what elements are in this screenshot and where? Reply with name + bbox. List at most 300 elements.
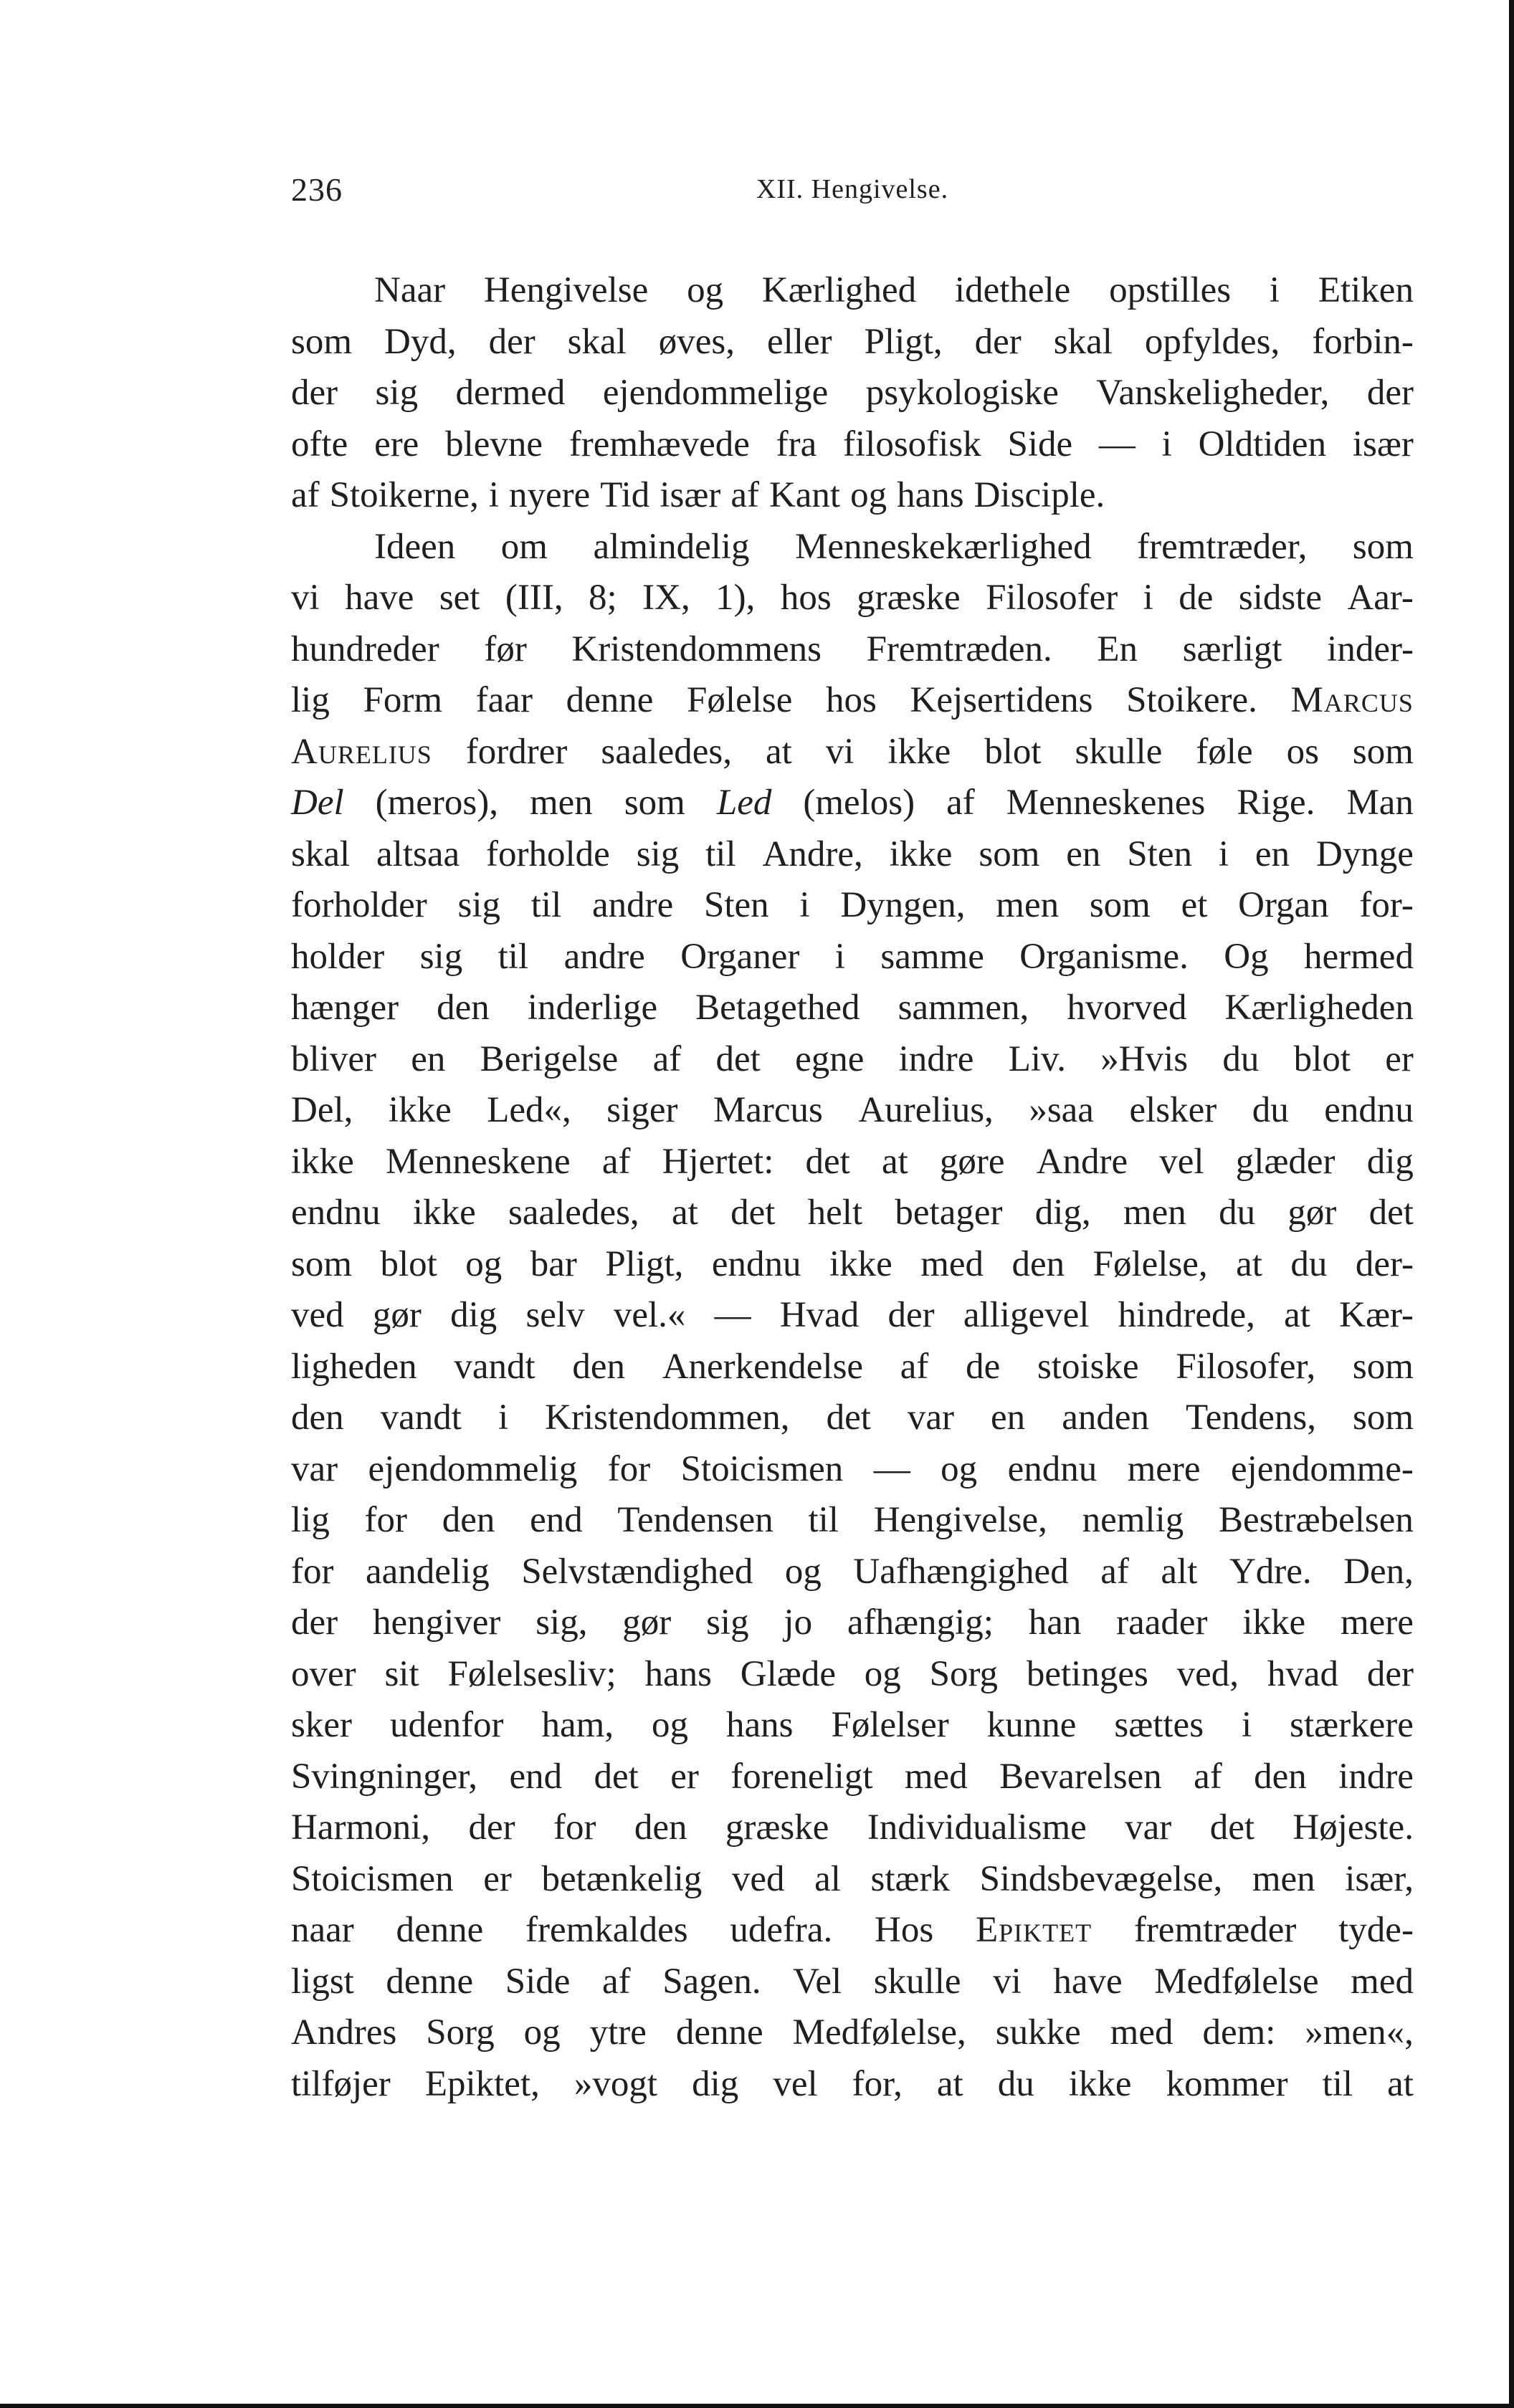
word: at (766, 731, 792, 772)
word: Vel (793, 1961, 842, 2002)
word: til (705, 833, 736, 874)
word: med (1351, 1961, 1414, 2002)
word: hundreder (291, 629, 439, 669)
word: filosofisk (843, 424, 981, 464)
word: især (1352, 424, 1414, 464)
word: som (291, 1243, 353, 1284)
word: ligst (291, 1961, 354, 2002)
word: Dynge (1315, 833, 1414, 874)
word: Side (1007, 424, 1073, 464)
word: af (1194, 1756, 1222, 1797)
word: ikke (1242, 1602, 1306, 1643)
word: var (1125, 1807, 1172, 1848)
word: helt (807, 1193, 863, 1233)
word: — (873, 1448, 910, 1489)
word: Oldtiden (1198, 424, 1327, 464)
word: var (907, 1398, 955, 1438)
word: sig (706, 1602, 749, 1643)
word: egne (795, 1038, 865, 1079)
word: den (437, 988, 490, 1028)
word: Organisme. (1019, 936, 1189, 977)
text-line (291, 317, 1414, 368)
word: Menneskekærlighed (795, 526, 1092, 567)
word: gør (372, 1295, 422, 1335)
word: af (730, 475, 759, 515)
text-line (291, 1290, 1414, 1342)
word: Sorg (426, 2012, 495, 2053)
word: Organer (680, 936, 800, 977)
word: have (1053, 1961, 1123, 2002)
word: Aar- (1347, 578, 1414, 618)
word: Pligt, (605, 1243, 684, 1284)
word: ikke (887, 731, 951, 772)
text-line (291, 1700, 1414, 1752)
word: Man (1346, 783, 1414, 823)
word: den (442, 1500, 495, 1540)
word: sættes (1114, 1705, 1204, 1745)
word: det (1209, 1807, 1254, 1848)
word: det (594, 1756, 639, 1797)
word: En (1097, 629, 1138, 669)
word: opstilles (1109, 270, 1232, 310)
word: Side (505, 1961, 571, 2002)
word: ikke (291, 1141, 354, 1182)
word: og (687, 270, 724, 310)
word: for- (1359, 885, 1414, 925)
word: set (439, 578, 480, 618)
word: at (1387, 2063, 1414, 2104)
word: Selvstændighed (521, 1551, 753, 1592)
word: Følelse (687, 680, 793, 720)
word: Individualisme (867, 1807, 1087, 1848)
word: saaledes, (601, 731, 733, 772)
word: Marcus (713, 1090, 823, 1130)
word: af (601, 1141, 631, 1182)
word: Sten (704, 885, 769, 925)
word: om (500, 526, 548, 567)
scan-edge-bottom (0, 2404, 1514, 2408)
word: fremkaldes (525, 1910, 688, 1950)
word: vandt (454, 1346, 535, 1387)
word: men (1252, 1858, 1315, 1899)
word: fremhævede (568, 424, 750, 464)
word: Menneskene (385, 1141, 571, 1182)
word: en (411, 1038, 446, 1079)
running-title: XII. Hengivelse. (756, 174, 949, 204)
word: Kristendommen, (545, 1398, 790, 1438)
word: fra (776, 424, 817, 464)
word: glæder (1235, 1141, 1336, 1182)
word: især, (1345, 1858, 1414, 1899)
word: forholde (486, 833, 610, 874)
word: Anerkendelse (662, 1346, 864, 1387)
word: dig, (1034, 1193, 1091, 1233)
word: altsaa (376, 833, 460, 874)
word: kommer (1166, 2063, 1288, 2104)
word: hermed (1304, 936, 1414, 977)
word: holder (291, 936, 385, 977)
word: Hengivelse (483, 270, 649, 310)
word: ved (731, 1858, 785, 1899)
word: endnu (711, 1243, 801, 1284)
word: »Hvis (1100, 1038, 1189, 1079)
word: — (1098, 424, 1136, 464)
word: stærk (870, 1858, 951, 1899)
word: ikke (388, 1090, 452, 1130)
word: Vanskeligheder, (1096, 373, 1330, 413)
word: du (1219, 1193, 1256, 1233)
word: betinges (1026, 1653, 1148, 1694)
word: Menneskenes (1006, 783, 1206, 823)
text-line (291, 1905, 1414, 1956)
word: blevne (445, 424, 543, 464)
word: — (714, 1295, 751, 1335)
word: over (291, 1653, 356, 1694)
word: skal (1053, 321, 1113, 362)
word: Svingninger, (291, 1756, 478, 1797)
running-head (291, 158, 1414, 222)
word: Harmoni, (291, 1807, 431, 1848)
word: Kejsertidens (910, 680, 1093, 720)
word: ham, (541, 1705, 614, 1745)
word: Stoicismen (680, 1448, 844, 1489)
word: det (715, 1038, 761, 1079)
word: tyde- (1338, 1910, 1414, 1950)
text-line (291, 727, 1414, 778)
word: selv (525, 1295, 585, 1335)
text-line (291, 1034, 1414, 1086)
word: hans (897, 475, 964, 515)
word: ved (291, 1295, 344, 1335)
word: andre (563, 936, 645, 977)
word: i (834, 936, 845, 977)
word: og (652, 1705, 689, 1745)
word: i (488, 475, 500, 515)
word: Sindsbevægelse, (979, 1858, 1223, 1899)
word: Epiktet, (424, 2063, 540, 2104)
word: Hvad (779, 1295, 860, 1335)
word: sig (457, 885, 501, 925)
word: af (900, 1346, 929, 1387)
word: anden (1062, 1398, 1149, 1438)
word: udefra. (730, 1910, 833, 1950)
word: tilføjer (291, 2063, 391, 2104)
word: føle (1196, 731, 1253, 772)
word: ligheden (291, 1346, 417, 1387)
word: som (1352, 731, 1414, 772)
word: men (1123, 1193, 1186, 1233)
word: i (799, 885, 810, 925)
word: denne (396, 1910, 484, 1950)
word: hænger (291, 988, 399, 1028)
word: med (1110, 2012, 1173, 2053)
word: Bestræbelsen (1218, 1500, 1414, 1540)
word: fordrer (465, 731, 568, 772)
word: vi (993, 1961, 1022, 2002)
word: og (864, 1653, 901, 1694)
word: som (291, 321, 353, 362)
word: Den, (1343, 1551, 1414, 1592)
text-line (291, 778, 1414, 829)
word: Højeste. (1292, 1807, 1414, 1848)
word: der (887, 1295, 935, 1335)
word: i (1143, 578, 1153, 618)
word: dig (692, 2063, 739, 2104)
text-line (291, 1956, 1414, 2008)
word: alt (1161, 1551, 1198, 1592)
word: Led (716, 783, 772, 823)
word: Kærlighed (761, 270, 917, 310)
word: det (826, 1398, 871, 1438)
word: de (966, 1346, 1001, 1387)
word: Glæde (740, 1653, 836, 1694)
word: Ideen (374, 526, 456, 567)
word: indre (1338, 1756, 1414, 1797)
word: inderlige (527, 988, 658, 1028)
word: os (1286, 731, 1319, 772)
word: Dyd, (384, 321, 457, 362)
word: græske (725, 1807, 829, 1848)
word: denne (566, 680, 654, 720)
body-text (291, 265, 1414, 2110)
word: Andre, (762, 833, 863, 874)
word: aandelig (366, 1551, 490, 1592)
word: der (291, 373, 338, 413)
word: (melos) (803, 783, 915, 823)
word: Tid (600, 475, 650, 515)
word: »men«, (1305, 2012, 1414, 2053)
word: ved, (1176, 1653, 1239, 1694)
word: Dyngen, (840, 885, 966, 925)
word: af (652, 1038, 682, 1079)
word: vel (1159, 1141, 1204, 1182)
word: Følelser (831, 1705, 949, 1745)
word: alligevel (963, 1295, 1090, 1335)
word: udenfor (389, 1705, 504, 1745)
word: Følelsesliv; (447, 1653, 616, 1694)
word: end (530, 1500, 583, 1540)
text-line (291, 1649, 1414, 1701)
word: at (1236, 1243, 1262, 1284)
word: af (1100, 1551, 1129, 1592)
word: og (941, 1448, 978, 1489)
text-line (291, 1188, 1414, 1239)
text-line (291, 932, 1414, 983)
text-line (291, 419, 1414, 471)
text-line (291, 2007, 1414, 2059)
word: som (1352, 526, 1414, 567)
word: lig (291, 680, 330, 720)
word: de (1179, 578, 1214, 618)
word: den (291, 1398, 344, 1438)
word: fremtræder (1133, 1910, 1297, 1950)
word: (III, (505, 578, 563, 618)
word: 1), (715, 578, 756, 618)
text-line (291, 983, 1414, 1034)
word: var (291, 1448, 338, 1489)
word: Liv. (1008, 1038, 1066, 1079)
word: faar (475, 680, 533, 720)
word: der (291, 1602, 338, 1643)
word: Kant (768, 475, 841, 515)
word: nemlig (1082, 1500, 1184, 1540)
word: mere (1340, 1602, 1414, 1643)
word: dig (1366, 1141, 1414, 1182)
word: »saa (1029, 1090, 1094, 1130)
word: stoiske (1037, 1346, 1139, 1387)
word: andre (592, 885, 674, 925)
word: ytre (589, 2012, 647, 2053)
word: idethele (954, 270, 1071, 310)
word: vi (291, 578, 320, 618)
word: ere (374, 424, 419, 464)
word: Ydre. (1229, 1551, 1312, 1592)
word: og (523, 2012, 561, 2053)
word: hans (644, 1653, 712, 1694)
word: samme (880, 936, 984, 977)
word: opfyldes, (1144, 321, 1280, 362)
word: saaledes, (508, 1193, 639, 1233)
word: gør (1287, 1193, 1337, 1233)
word: Tendensen (617, 1500, 773, 1540)
word: den (1011, 1243, 1065, 1284)
text-line (291, 1239, 1414, 1291)
text-line (291, 368, 1414, 419)
word: 8; (589, 578, 617, 618)
word: Fremtræden. (866, 629, 1052, 669)
word: som (624, 783, 685, 823)
word: ejendommelig (368, 1448, 578, 1489)
word: Del, (291, 1090, 353, 1130)
word: Stoikerne, (329, 475, 479, 515)
word: ejendommelige (602, 373, 829, 413)
word: er (670, 1756, 699, 1797)
word: Aurelius, (858, 1090, 994, 1130)
word: som (1352, 1398, 1414, 1438)
word: forbin- (1312, 321, 1414, 362)
word: den (572, 1346, 625, 1387)
word: Filosofer (986, 578, 1118, 618)
word: du (1290, 1243, 1328, 1284)
word: en (1254, 833, 1290, 874)
word: med (904, 1756, 968, 1797)
word: han (1028, 1602, 1082, 1643)
word: for (553, 1807, 596, 1848)
word: Følelse, (1092, 1243, 1208, 1284)
book-page (291, 158, 1414, 2110)
word: at (671, 1193, 698, 1233)
text-line (291, 1597, 1414, 1649)
word: Hengivelse, (873, 1500, 1047, 1540)
word: foreneligt (730, 1756, 873, 1797)
text-line (291, 2059, 1414, 2111)
word: og (850, 475, 887, 515)
word: almindelig (593, 526, 750, 567)
word: Uafhængighed (853, 1551, 1069, 1592)
word: nyere (509, 475, 591, 515)
word: skal (291, 833, 351, 874)
word: en (991, 1398, 1026, 1438)
word: for (607, 1448, 651, 1489)
word: ikke (412, 1193, 476, 1233)
word: sit (384, 1653, 419, 1694)
text-line (291, 573, 1414, 624)
word: skal (567, 321, 627, 362)
word: Pligt, (864, 321, 943, 362)
word: ofte (291, 424, 348, 464)
word: (meros), (375, 783, 498, 823)
word: dermed (455, 373, 566, 413)
word: hengiver (372, 1602, 501, 1643)
word: Medfølelse (1154, 1961, 1319, 2002)
word: i (1242, 1705, 1252, 1745)
word: du (1252, 1090, 1289, 1130)
word: før (484, 629, 527, 669)
word: som (1352, 1346, 1414, 1387)
word: afhængig; (847, 1602, 994, 1643)
word: for, (852, 2063, 903, 2104)
word: hindrede, (1118, 1295, 1255, 1335)
word: denne (675, 2012, 763, 2053)
word: du (1222, 1038, 1260, 1079)
word: Kær- (1339, 1295, 1414, 1335)
word: til (808, 1500, 839, 1540)
word: der (488, 321, 535, 362)
word: blot (984, 731, 1042, 772)
word: inder- (1327, 629, 1414, 669)
word: Filosofer, (1176, 1346, 1316, 1387)
word: Bevarelsen (999, 1756, 1162, 1797)
word: hvorved (1067, 988, 1187, 1028)
word: Andres (291, 2012, 397, 2053)
word: betænkelig (541, 1858, 703, 1899)
word: sig (419, 936, 463, 977)
text-line (291, 265, 1414, 317)
word: bliver (291, 1038, 376, 1079)
word: endnu (1007, 1448, 1098, 1489)
word: og (784, 1551, 822, 1592)
word: til (530, 885, 562, 925)
word: af (946, 783, 975, 823)
word: IX, (642, 578, 690, 618)
word: vel (773, 2063, 818, 2104)
word: er (483, 1858, 512, 1899)
word: af (291, 475, 320, 515)
word: at (881, 1141, 908, 1182)
text-line (291, 1495, 1414, 1547)
word: særligt (1182, 629, 1282, 669)
word: Del (291, 783, 344, 823)
word: hos (826, 680, 877, 720)
word: Berigelse (480, 1038, 619, 1079)
word: Led«, (487, 1090, 571, 1130)
word: naar (291, 1910, 354, 1950)
text-line (291, 880, 1414, 932)
word: ejendomme- (1230, 1448, 1414, 1489)
word: Form (363, 680, 443, 720)
word: der (1366, 373, 1414, 413)
word: jo (784, 1602, 813, 1643)
word: af (602, 1961, 631, 2002)
word: raader (1116, 1602, 1208, 1643)
word: i (1269, 270, 1280, 310)
text-line (291, 1137, 1414, 1188)
word: der- (1355, 1243, 1414, 1284)
word: i (497, 1398, 509, 1438)
word: elsker (1129, 1090, 1217, 1130)
word: skulle (1075, 731, 1163, 772)
word: forholder (291, 885, 427, 925)
